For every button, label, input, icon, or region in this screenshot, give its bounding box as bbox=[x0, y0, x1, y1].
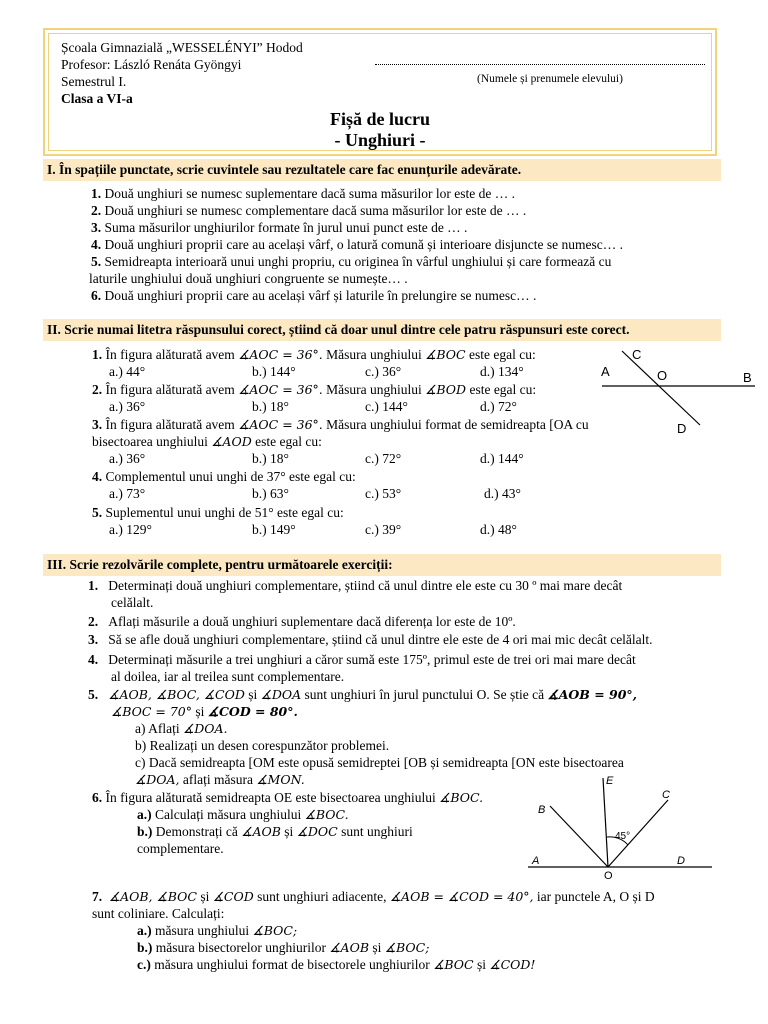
figure-angles-aoc bbox=[590, 343, 760, 438]
student-name-hint: (Numele și prenumele elevului) bbox=[477, 73, 623, 85]
e5-c2: ∡DOA, aflați măsura ∡MON. bbox=[135, 772, 305, 787]
ray-ob bbox=[550, 806, 608, 867]
s1-item-6: 6. Două unghiuri proprii care au același vârf și laturile în prelungire se numesc… . bbox=[91, 288, 537, 303]
q4-opt-d[interactable]: d.) 43° bbox=[484, 486, 521, 501]
q3-text-2: bisectoarea unghiului ∡AOD este egal cu: bbox=[92, 434, 322, 449]
label-o2: O bbox=[604, 870, 613, 880]
s1-item-5b: laturile unghiului două unghiuri congruente se numește… . bbox=[89, 271, 408, 286]
q4-opt-a[interactable]: a.) 73° bbox=[109, 486, 146, 501]
ray-oe bbox=[603, 778, 608, 867]
q5-opt-c[interactable]: c.) 39° bbox=[365, 522, 402, 537]
q3-opt-b[interactable]: b.) 18° bbox=[252, 451, 289, 466]
semester: Semestrul I. bbox=[61, 74, 127, 89]
e7-l2: sunt coliniare. Calculați: bbox=[92, 906, 225, 921]
e5: 5. ∡AOB, ∡BOC, ∡COD și ∡DOA sunt unghiuri în jurul punctului O. Se știe că ∡AOB = 90°, bbox=[88, 687, 638, 702]
q2-opt-c[interactable]: c.) 144° bbox=[365, 399, 408, 414]
s1-item-4: 4. Două unghiuri proprii care au același vârf, o latură comună și interioare disjuncte se numesc… . bbox=[91, 237, 623, 252]
line-cd bbox=[622, 351, 700, 425]
q2-opt-d[interactable]: d.) 72° bbox=[480, 399, 517, 414]
q3-opt-a[interactable]: a.) 36° bbox=[109, 451, 146, 466]
e5-a: a) Aflați ∡DOA. bbox=[135, 721, 228, 736]
q1-opt-d[interactable]: d.) 134° bbox=[480, 364, 524, 379]
e7-a: a.) măsura unghiului ∡BOC; bbox=[137, 923, 298, 938]
q1-opt-c[interactable]: c.) 36° bbox=[365, 364, 402, 379]
q5-text: 5. Suplementul unui unghi de 51° este egal cu: bbox=[92, 505, 344, 520]
class-label: Clasa a VI-a bbox=[61, 91, 133, 106]
e5-c: c) Dacă semidreapta [OM este opusă semidreptei [OB și semidreapta [ON este bisectoarea bbox=[135, 755, 624, 770]
page-subtitle: - Unghiuri - bbox=[334, 130, 426, 150]
label-b: B bbox=[743, 370, 752, 385]
q4-text: 4. Complementul unui unghi de 37° este egal cu: bbox=[92, 469, 356, 484]
label-o: O bbox=[657, 368, 668, 383]
e7-b: b.) măsura bisectorelor unghiurilor ∡AOB și ∡BOC; bbox=[137, 940, 430, 955]
e4: 4. Determinați măsurile a trei unghiuri a căror sumă este 175º, primul este de trei ori mai mare decât bbox=[88, 652, 636, 667]
q5-opt-a[interactable]: a.) 129° bbox=[109, 522, 152, 537]
label-b2: B bbox=[538, 804, 546, 816]
e6-a: a.) Calculați măsura unghiului ∡BOC. bbox=[137, 807, 349, 822]
q1-opt-b[interactable]: b.) 144° bbox=[252, 364, 296, 379]
q5-opt-b[interactable]: b.) 149° bbox=[252, 522, 296, 537]
e7-c: c.) măsura unghiului format de bisectorele unghiurilor ∡BOC și ∡COD! bbox=[137, 957, 536, 972]
header-box bbox=[43, 28, 717, 156]
teacher-name: Profesor: László Renáta Gyöngyi bbox=[61, 57, 242, 72]
q4-opt-b[interactable]: b.) 63° bbox=[252, 486, 289, 501]
s1-item-2: 2. Două unghiuri se numesc complementare dacă suma măsurilor lor este de … . bbox=[91, 203, 527, 218]
s1-item-3: 3. Suma măsurilor unghiurilor formate în jurul unui punct este de … . bbox=[91, 220, 468, 235]
school-name: Școala Gimnazială „WESSELÉNYI” Hodod bbox=[61, 40, 303, 55]
label-c: C bbox=[632, 347, 642, 362]
q2-text: 2. În figura alăturată avem ∡AOC = 36°. Măsura unghiului ∡BOD este egal cu: bbox=[92, 382, 537, 397]
label-e: E bbox=[606, 775, 614, 787]
page-title: Fișă de lucru bbox=[329, 109, 430, 129]
figure-bisector bbox=[520, 772, 720, 880]
q3-opt-c[interactable]: c.) 72° bbox=[365, 451, 402, 466]
angle-label: 45° bbox=[615, 831, 631, 842]
s1-item-5: 5. Semidreapta interioară unui unghi propriu, cu originea în vârful unghiului și care formează cu bbox=[91, 254, 612, 269]
section2-heading: II. Scrie numai litetra răspunsului corect, știind că doar unul dintre cele patru răspunsuri este corect. bbox=[43, 319, 721, 341]
e2: 2. Aflați măsurile a două unghiuri suplementare dacă diferența lor este de 10º. bbox=[88, 614, 516, 629]
q5-opt-d[interactable]: d.) 48° bbox=[480, 522, 517, 537]
e1: 1. Determinați două unghiuri complementare, știind că unul dintre ele este cu 30 º mai mare decât bbox=[88, 578, 623, 593]
student-name-field[interactable] bbox=[375, 64, 705, 65]
q3-text: 3. În figura alăturată avem ∡AOC = 36°. Măsura unghiului format de semidreapta [OA cu bbox=[92, 417, 589, 432]
e6-b: b.) Demonstrați că ∡AOB și ∡DOC sunt unghiuri bbox=[137, 824, 413, 839]
label-a2: A bbox=[532, 855, 540, 867]
s1-item-1: 1. Două unghiuri se numesc suplementare dacă suma măsurilor lor este de … . bbox=[91, 186, 516, 201]
e5-b: b) Realizați un desen corespunzător problemei. bbox=[135, 738, 390, 753]
e6: 6. În figura alăturată semidreapta OE este bisectoarea unghiului ∡BOC. bbox=[92, 790, 484, 805]
section3-heading: III. Scrie rezolvările complete, pentru următoarele exerciții: bbox=[43, 554, 721, 576]
section1-heading: I. În spațiile punctate, scrie cuvintele sau rezultatele care fac enunțurile adevărate. bbox=[43, 159, 721, 181]
q1-text: 1. În figura alăturată avem ∡AOC = 36°. Măsura unghiului ∡BOC este egal cu: bbox=[92, 347, 536, 362]
e7: 7. ∡AOB, ∡BOC și ∡COD sunt unghiuri adiacente, ∡AOB = ∡COD = 40°, iar punctele A, O și D bbox=[92, 889, 655, 904]
label-c2: C bbox=[662, 789, 670, 801]
q3-opt-d[interactable]: d.) 144° bbox=[480, 451, 524, 466]
e6-b2: complementare. bbox=[137, 841, 224, 856]
label-a: A bbox=[601, 364, 610, 379]
q1-opt-a[interactable]: a.) 44° bbox=[109, 364, 146, 379]
label-d2: D bbox=[677, 855, 685, 867]
e4-l2: al doilea, iar al treilea sunt complementare. bbox=[111, 669, 345, 684]
label-d: D bbox=[677, 421, 687, 436]
section1-list bbox=[91, 185, 731, 304]
e5-l2: ∡BOC = 70° și ∡COD = 80°. bbox=[111, 704, 298, 719]
e3: 3. Să se afle două unghiuri complementare, știind că unul dintre ele este de 4 ori mai mic decât celălalt. bbox=[88, 632, 653, 647]
e1-l2: celălalt. bbox=[111, 595, 154, 610]
q4-opt-c[interactable]: c.) 53° bbox=[365, 486, 402, 501]
q2-opt-b[interactable]: b.) 18° bbox=[252, 399, 289, 414]
q2-opt-a[interactable]: a.) 36° bbox=[109, 399, 146, 414]
